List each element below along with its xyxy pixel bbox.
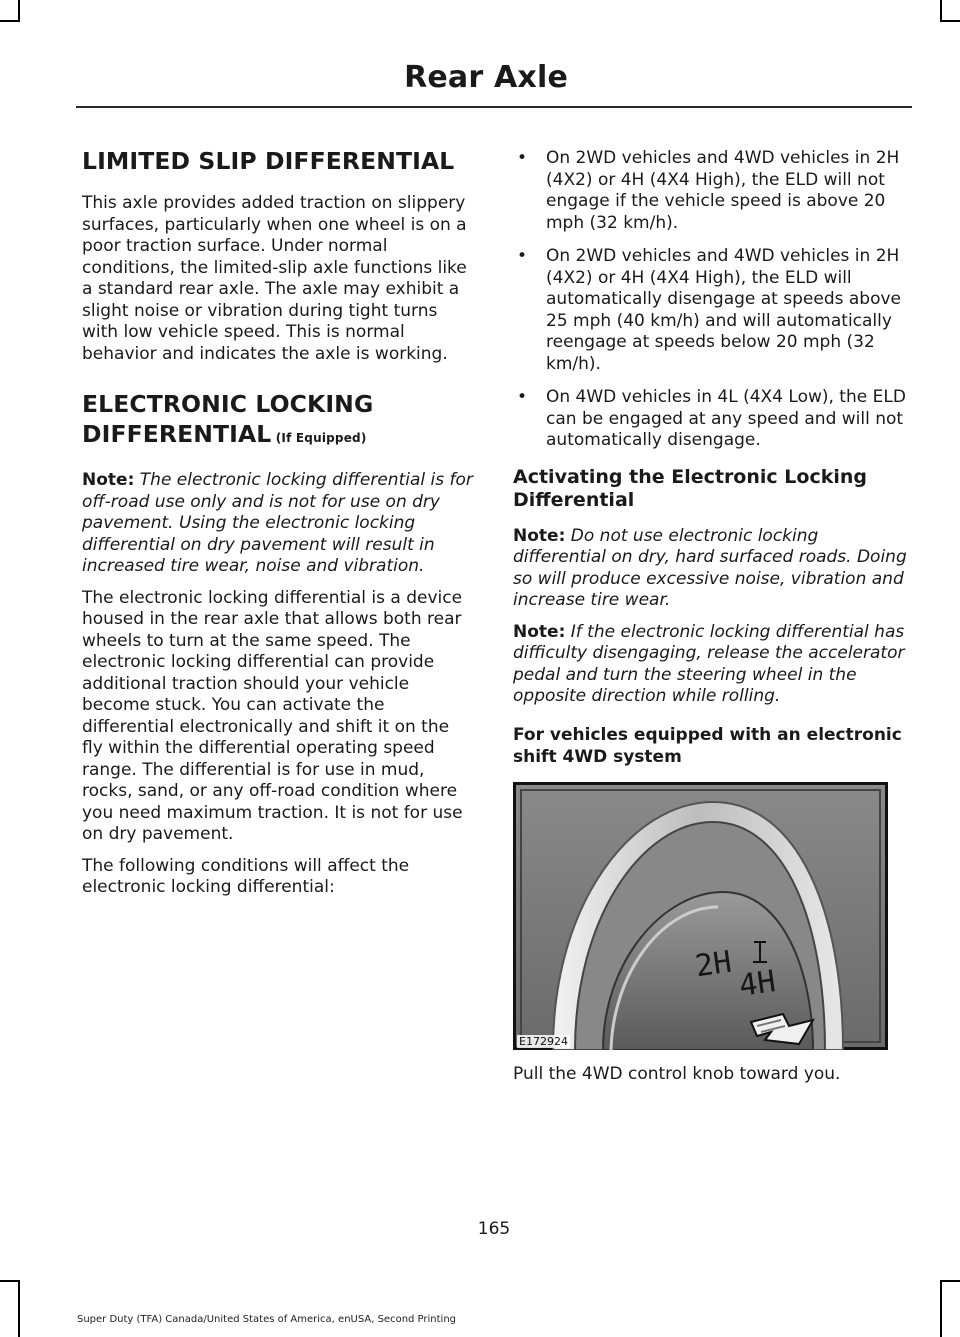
crop-mark — [940, 0, 942, 22]
note-text: Do not use electronic locking differential on dry, hard surfaced roads. Doing so will produce excessive noise, vibration and increase tire wear. — [513, 525, 907, 610]
crop-mark — [18, 1280, 20, 1337]
figure-caption: Pull the 4WD control knob toward you. — [513, 1063, 841, 1084]
crop-mark — [0, 1280, 20, 1282]
crop-mark — [0, 20, 20, 22]
knob-label-2h: 2H — [693, 944, 734, 984]
heading-line-1: ELECTRONIC LOCKING — [82, 390, 374, 418]
crop-mark — [940, 1280, 960, 1282]
knob-label-4h: 4H — [737, 963, 778, 1004]
crop-mark — [18, 0, 20, 22]
if-equipped-label: (If Equipped) — [271, 431, 367, 445]
limited-slip-paragraph: This axle provides added traction on slippery surfaces, particularly when one wheel is on a poor traction surface. Under normal conditions, the limited-slip axle functions like a standard rear axle. The axle may exhibit a slight noise or vibration during tight turns with low vehicle speed. This is normal behavior and indicates the axle is working. — [82, 193, 467, 364]
list-item: • On 2WD vehicles and 4WD vehicles in 2H (4X2) or 4H (4X4 High), the ELD will automatically disengage at speeds above 25 mph (40 km/h) and will automatically reengage at speeds below 20 mph (32 km/h). — [513, 246, 910, 375]
note-dry-roads — [513, 526, 910, 612]
electronic-shift-heading: For vehicles equipped with an electronic shift 4WD system — [513, 724, 902, 767]
page-title: Rear Axle — [404, 60, 568, 95]
section-heading-limited-slip: LIMITED SLIP DIFFERENTIAL — [82, 147, 455, 175]
4wd-control-knob-figure — [513, 782, 888, 1050]
figure-id: E172924 — [519, 1034, 568, 1048]
note-label: Note: — [82, 470, 135, 490]
note-offroad — [82, 470, 474, 578]
list-item: • On 4WD vehicles in 4L (4X4 Low), the ELD can be engaged at any speed and will not automatically disengage. — [513, 387, 910, 452]
conditions-list — [513, 148, 910, 452]
note-disengaging — [513, 622, 910, 708]
footer-text: Super Duty (TFA) Canada/United States of America, enUSA, Second Printing — [77, 1314, 457, 1325]
crop-mark — [940, 1280, 942, 1337]
note-label: Note: — [513, 621, 566, 642]
section-heading-electronic-locking — [82, 389, 474, 453]
left-column — [82, 146, 474, 909]
note-text: The electronic locking differential is for off-road use only and is not for use on dry pavement. Using the electronic locking differential on dry pavement will result in increased tire wear, noise and vibration. — [82, 470, 473, 576]
right-column — [513, 148, 910, 1095]
activating-heading: Activating the Electronic Locking Differential — [513, 465, 867, 511]
note-text: If the electronic locking differential has difficulty disengaging, release the accelerator pedal and turn the steering wheel in the opposite direction while rolling. — [513, 621, 905, 706]
4wd-knob-illustration — [513, 782, 888, 1050]
crop-mark — [940, 20, 960, 22]
page-number: 165 — [477, 1219, 511, 1239]
conditions-intro-paragraph: The following conditions will affect the electronic locking differential: — [82, 855, 410, 897]
list-item: • On 2WD vehicles and 4WD vehicles in 2H (4X2) or 4H (4X4 High), the ELD will not engage if the vehicle speed is above 20 mph (32 km/h). — [513, 148, 910, 234]
eld-description-paragraph: The electronic locking differential is a device housed in the rear axle that allows both rear wheels to turn at the same speed. The electronic locking differential can provide additional traction should your vehicle become stuck. You can activate the differential electronically and shift it on the fly within the differential operating speed range. The differential is for use in mud, rocks, sand, or any off-road condition where you need maximum traction. It is not for use on dry pavement. — [82, 587, 463, 844]
note-label: Note: — [513, 525, 566, 546]
header-divider — [76, 106, 912, 108]
heading-line-2: DIFFERENTIAL — [82, 420, 272, 448]
